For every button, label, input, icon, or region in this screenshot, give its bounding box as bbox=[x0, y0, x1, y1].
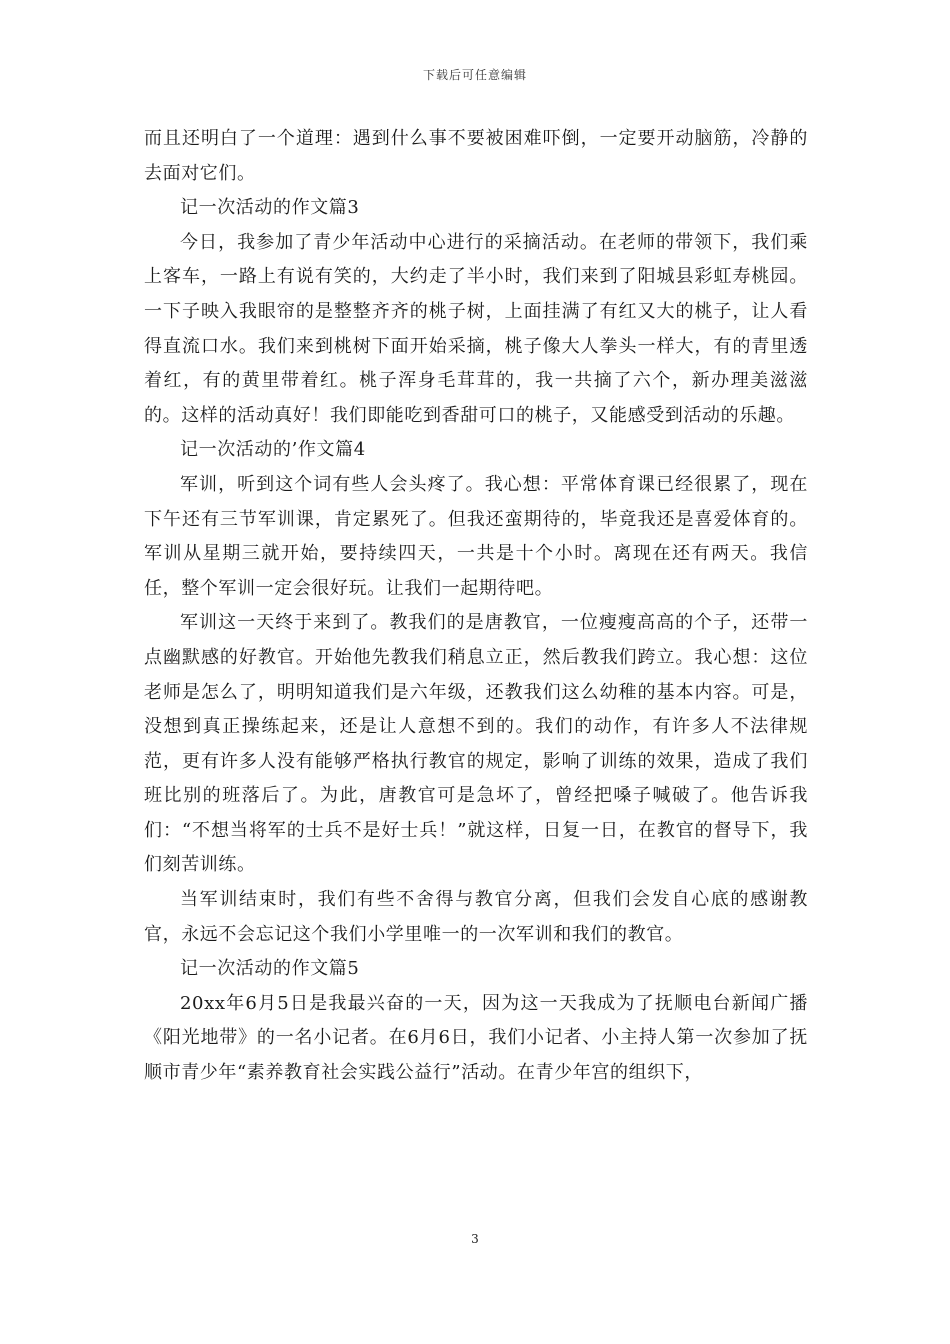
paragraph: 当军训结束时，我们有些不舍得与教官分离，但我们会发自心底的感谢教官，永远不会忘记这个我们小学里唯一的一次军训和我们的教官。 bbox=[144, 889, 808, 945]
paragraph: 而且还明白了一个道理：遇到什么事不要被困难吓倒，一定要开动脑筋，冷静的去面对它们。 bbox=[144, 128, 808, 184]
section-heading: 记一次活动的作文篇3 bbox=[180, 197, 360, 219]
page-header: 下载后可任意编辑 bbox=[422, 68, 527, 82]
page-number: 3 bbox=[471, 1232, 479, 1246]
paragraph: 20xx年6月5日是我最兴奋的一天，因为这一天我成为了抚顺电台新闻广播《阳光地带》的一名小记者。在6月6日，我们小记者、小主持人第一次参加了抚顺市青少年“素养教育社会实践公益行”活动。在青少年宫的组织下， bbox=[144, 992, 808, 1084]
section-heading: 记一次活动的作文篇5 bbox=[180, 958, 360, 980]
paragraph: 军训，听到这个词有些人会头疼了。我心想：平常体育课已经很累了，现在下午还有三节军训课，肯定累死了。但我还蛮期待的，毕竟我还是喜爱体育的。军训从星期三就开始，要持续四天，一共是十个小时。离现在还有两天。我信任，整个军训一定会很好玩。让我们一起期待吧。 bbox=[144, 473, 808, 599]
document-body bbox=[144, 122, 808, 1091]
section-heading: 记一次活动的’作文篇4 bbox=[180, 439, 366, 461]
paragraph: 军训这一天终于来到了。教我们的是唐教官，一位瘦瘦高高的个子，还带一点幽默感的好教官。开始他先教我们稍息立正，然后教我们跨立。我心想：这位老师是怎么了，明明知道我们是六年级，还教我们这么幼稚的基本内容。可是，没想到真正操练起来，还是让人意想不到的。我们的动作，有许多人不法律规范，更有许多人没有能够严格执行教官的规定，影响了训练的效果，造成了我们班比别的班落后了。为此，唐教官可是急坏了，曾经把嗓子喊破了。他告诉我们：“不想当将军的士兵不是好士兵！”就这样，日复一日，在教官的督导下，我们刻苦训练。 bbox=[144, 612, 808, 876]
paragraph: 今日，我参加了青少年活动中心进行的采摘活动。在老师的带领下，我们乘上客车，一路上有说有笑的，大约走了半小时，我们来到了阳城县彩虹寿桃园。一下子映入我眼帘的是整整齐齐的桃子树，上面挂满了有红又大的桃子，让人看得直流口水。我们来到桃树下面开始采摘，桃子像大人拳头一样大，有的青里透着红，有的黄里带着红。桃子浑身毛茸茸的，我一共摘了六个，新办理美滋滋的。这样的活动真好！我们即能吃到香甜可口的桃子，又能感受到活动的乐趣。 bbox=[144, 231, 808, 426]
